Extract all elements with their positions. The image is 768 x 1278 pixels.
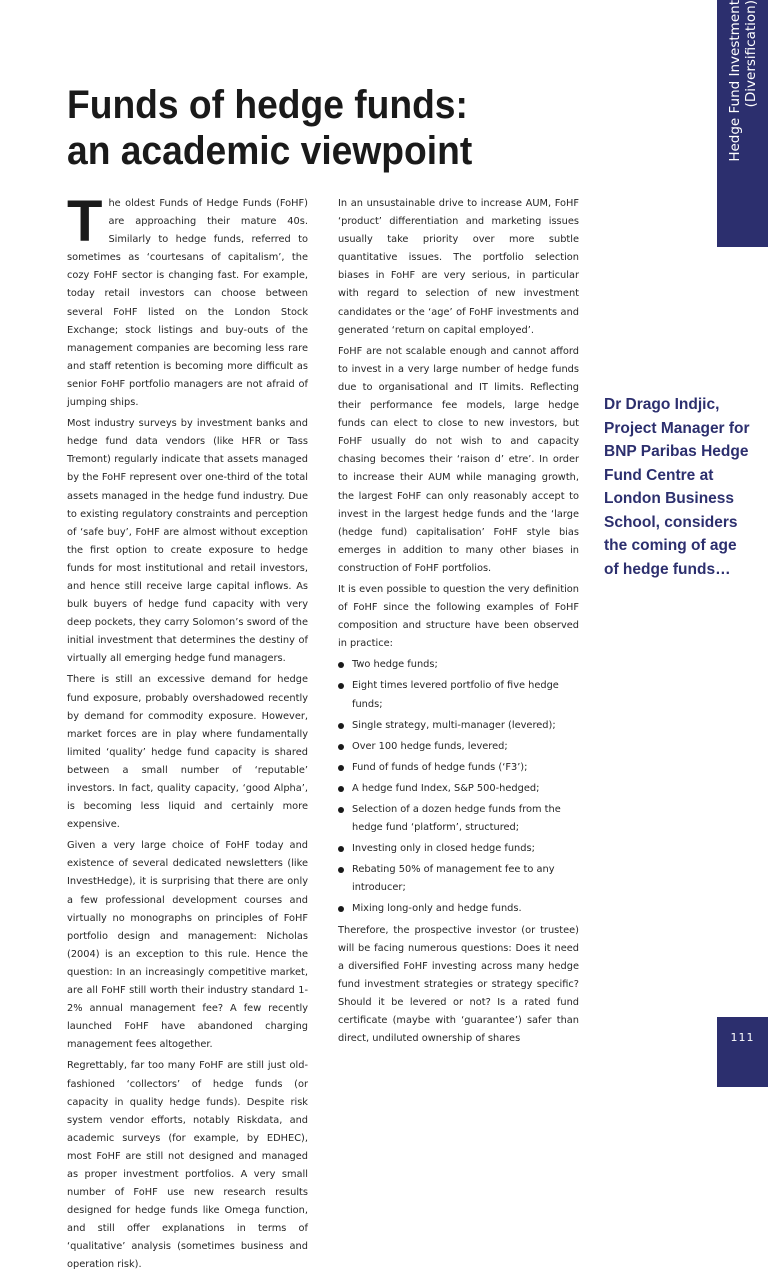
- paragraph-7: FoHF are not scalable enough and cannot afford to invest in a very large number of hedge funds due to organisational and IT limits. Reflecting their performance fee models, large hedge funds can elect to close to new investors, but FoHF usually do not wish to and capacity chasing becomes their ‘raison d’ etre’. In order to increase their AUM while managing growth, the largest FoHF can only reasonably accept to invest in the largest hedge funds and the ‘large (hedge fund) capitalisation’ FoHF style bias emerges in addition to many other biases in construction of FoHF portfolios.: [338, 345, 579, 574]
- title-line1: Funds of hedge funds:: [67, 83, 468, 127]
- section-tab: [717, 0, 768, 247]
- paragraph-2: Most industry surveys by investment banks and hedge fund data vendors (like HFR or Tass Tremont) regularly indicate that assets managed by the FoHF represent over one-third of the total assets managed in the hedge fund industry. Due to existing regulatory constraints and perception of ‘safe buy’, FoHF are almost without exception the first option to create exposure to hedge funds for most institutional and retail investors, and hence still receive large capital inflows. As bulk buyers of hedge fund capacity with very deep pockets, they carry Solomon’s sword of the initial investment that determines the destiny of virtually all emerging hedge fund managers.: [67, 418, 308, 665]
- list-item: Fund of funds of hedge funds (‘F3’);: [338, 759, 579, 777]
- list-item: Rebating 50% of management fee to any introducer;: [338, 861, 579, 897]
- paragraph-9: Therefore, the prospective investor (or trustee) will be facing numerous questions: Does it need a diversified FoHF investing across many hedge fund investment strategies or strategy specific? Should it be levered or not? Is a rated fund certificate (maybe with ‘guarantee’) safer than direct, undiluted ownership of shares: [338, 924, 579, 1045]
- list-item: A hedge fund Index, S&P 500-hedged;: [338, 780, 579, 798]
- fohf-examples-list: [338, 656, 579, 918]
- article-column-1: [67, 189, 308, 1278]
- title-line2: an academic viewpoint: [67, 129, 473, 173]
- list-item: Selection of a dozen hedge funds from the hedge fund ‘platform’, structured;: [338, 801, 579, 837]
- page-title: [67, 82, 472, 174]
- list-item: Single strategy, multi-manager (levered);: [338, 717, 579, 735]
- drop-cap: T: [67, 189, 103, 254]
- page-number: 111: [730, 1031, 755, 1044]
- list-item: Investing only in closed hedge funds;: [338, 840, 579, 858]
- paragraph-4: Given a very large choice of FoHF today and existence of several dedicated newsletters (like InvestHedge), it is surprising that there are only a few professional development courses and virtually no monographs on principles of FoHF portfolio design and management: Nicholas (2004) is an exception to this rule. Hence the question: In an increasingly competitive market, are all FoHF still worth their industry standard 1-2% annual management fee? A few recently launched FoHF have abandoned charging management fees altogether.: [67, 840, 308, 1051]
- article-column-2: [338, 195, 579, 1051]
- list-item: Eight times levered portfolio of five hedge funds;: [338, 677, 579, 713]
- paragraph-5: Regrettably, far too many FoHF are still just old-fashioned ‘collectors’ of hedge funds (or capacity in quality hedge funds). Despite risk system vendor efforts, notably Riskdata, and academic surveys (for example, by EDHEC), most FoHF are still not designed and managed as proper investment portfolios. A very small number of FoHF use new research results designed for hedge funds like Omega function, and still offer explanations in terms of ‘qualitative’ analysis (sometimes business and operation risk).: [67, 1060, 308, 1271]
- paragraph-6: In an unsustainable drive to increase AUM, FoHF ‘product’ differentiation and marketing issues usually take priority over more subtle quantitative issues. The portfolio selection biases in FoHF are very serious, in particular with regard to selection of new investment candidates or the ‘age’ of FoHF investments and generated ‘return on capital employed’.: [338, 198, 579, 336]
- section-tab-line1: Hedge Fund Investment: [727, 0, 743, 162]
- section-tab-line2: (Diversification): [743, 0, 759, 108]
- section-tab-label: [727, 0, 759, 236]
- pull-quote: Dr Drago Indjic, Project Manager for BNP Paribas Hedge Fund Centre at London Business School, considers the coming of age of hedge funds…: [604, 396, 750, 578]
- list-item: Two hedge funds;: [338, 656, 579, 674]
- paragraph-1: [67, 189, 308, 412]
- page-number-tab: [717, 1017, 768, 1087]
- list-item: Mixing long-only and hedge funds.: [338, 900, 579, 918]
- paragraph-1-text: he oldest Funds of Hedge Funds (FoHF) are approaching their mature 40s. Similarly to hedge funds, referred to sometimes as ‘courtesans of capitalism’, the cozy FoHF sector is changing fast. For example, today retail investors can choose between several FoHF listed on the London Stock Exchange; stock listings and buy-outs of the management companies are becoming less rare and staff retention is becoming more difficult as senior FoHF portfolio managers are not afraid of jumping ships.: [67, 198, 308, 409]
- paragraph-8: It is even possible to question the very definition of FoHF since the following examples of FoHF composition and structure have been observed in practice:: [338, 583, 579, 650]
- list-item: Over 100 hedge funds, levered;: [338, 738, 579, 756]
- paragraph-3: There is still an excessive demand for hedge fund exposure, probably overshadowed recently by demand for commodity exposure. However, market forces are in play where fundamentally limited ‘quality’ hedge fund capacity is shared between a small number of ‘reputable’ investors. In fact, quality capacity, ‘good Alpha’, is becoming less liquid and certainly more expensive.: [67, 674, 308, 831]
